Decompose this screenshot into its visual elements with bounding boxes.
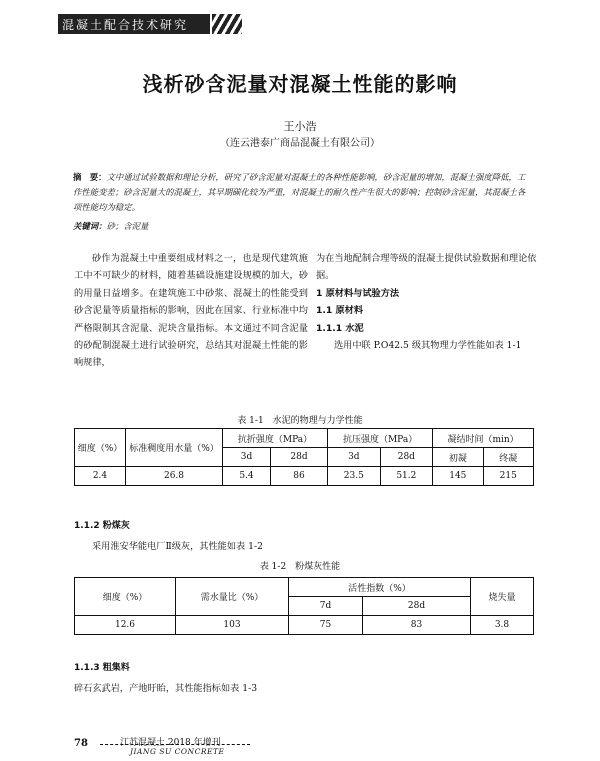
journal-name: 江苏混凝土 2018 年增刊 [120, 738, 221, 748]
table-cell: 26.8 [126, 467, 223, 486]
keywords-label: 关键词： [73, 221, 107, 231]
table2-caption: 表 1-2 粉煤灰性能 [259, 562, 341, 572]
t1-h-set: 凝结时间（min） [433, 429, 534, 448]
heading-materials-methods: 1 原材料与试验方法 [316, 287, 400, 299]
keywords-text: 砂；含泥量 [106, 221, 149, 231]
fly-ash-text: 采用淮安华能电厂Ⅱ级灰，其性能如表 1-2 [92, 541, 263, 552]
table-cell: 145 [433, 467, 483, 486]
t2-h-fineness: 细度（%） [75, 578, 176, 616]
table-cell: 2.4 [75, 467, 126, 486]
abstract [73, 170, 533, 215]
abstract-text: 文中通过试验数据和理论分析，研究了砂含泥量对混凝土的各种性能影响，砂含泥量的增加，混凝土强度降低，工作性能变差；砂含泥量大的混凝土，其早期碳化较为严重，对混凝土的耐久性产生很大的影响；控制砂含泥量，其混凝土各项性能均为稳定。 [73, 172, 526, 212]
t1-h-3d: 3d [223, 448, 271, 467]
table-cell: 75 [289, 616, 363, 635]
heading-fly-ash: 1.1.2 粉煤灰 [74, 521, 130, 531]
table1-caption: 表 1-1 水泥的物理与力学性能 [237, 416, 363, 426]
t1-h-water: 标准稠度用水量（%） [126, 429, 223, 467]
table-cell: 3.8 [471, 616, 534, 635]
journal-name-en: JIANG SU CONCRETE [130, 747, 225, 756]
banner-decoration [212, 14, 242, 34]
t2-h-water: 需水量比（%） [176, 578, 289, 616]
table-cell: 51.2 [380, 467, 433, 486]
coarse-aggregate-text: 碎石玄武岩，产地盱眙，其性能指标如表 1-3 [74, 683, 258, 694]
page-number: 78 [74, 738, 88, 749]
table-cell: 5.4 [223, 467, 271, 486]
table-cell: 215 [483, 467, 533, 486]
table-cell: 83 [363, 616, 471, 635]
cement-properties-table [74, 428, 534, 486]
table-row [75, 467, 534, 486]
table-cell: 103 [176, 616, 289, 635]
t1-h-28d-comp: 28d [380, 448, 433, 467]
heading-coarse-aggregate: 1.1.3 粗集料 [74, 663, 130, 673]
keywords [73, 220, 148, 232]
cement-text: 选用中联 P.O42.5 级其物理力学性能如表 1-1 [334, 340, 522, 352]
table-cell: 12.6 [75, 616, 176, 635]
right-column [316, 250, 540, 354]
t1-h-3d-comp: 3d [328, 448, 381, 467]
table-row [75, 616, 534, 635]
t2-h-loss: 烧失量 [471, 578, 534, 616]
t1-h-fineness: 细度（%） [75, 429, 126, 467]
t2-h-activity: 活性指数（%） [289, 578, 471, 597]
t1-h-28d: 28d [271, 448, 328, 467]
t1-h-comp: 抗压强度（MPa） [328, 429, 433, 448]
heading-raw-materials: 1.1 原材料 [316, 305, 364, 317]
table-cell: 86 [271, 467, 328, 486]
affiliation: （连云港泰广商品混凝土有限公司） [220, 138, 380, 149]
author: 王小浩 [283, 120, 317, 133]
heading-cement: 1.1.1 水泥 [316, 322, 364, 334]
abstract-label: 摘 要： [73, 172, 107, 182]
t1-h-flex: 抗折强度（MPa） [223, 429, 328, 448]
table-cell: 23.5 [328, 467, 381, 486]
fly-ash-table [74, 577, 534, 635]
t1-h-final: 终凝 [483, 448, 533, 467]
left-column-paragraph: 砂作为混凝土中重要组成材料之一，也是现代建筑施工中不可缺少的材料，随着基础设施建设规模的加大，砂的用量日益增多。在建筑施工中砂浆、混凝土的性能受到砂含泥量等质量指标的影响，因此在国家、行业标准中均严格限制其含泥量、泥块含量指标。本文通过不同含泥量的砂配制混凝土进行试验研究，总结其对混凝土性能的影响规律， [74, 253, 308, 369]
section-label: 混凝土配合技术研究 [62, 18, 189, 32]
article-title: 浅析砂含泥量对混凝土性能的影响 [142, 72, 458, 96]
t1-h-initial: 初凝 [433, 448, 483, 467]
t2-h-7d: 7d [289, 597, 363, 616]
right-paragraph: 为在当地配制合理等级的混凝土提供试验数据和理论依据。 [316, 253, 537, 282]
t2-h-28d: 28d [363, 597, 471, 616]
